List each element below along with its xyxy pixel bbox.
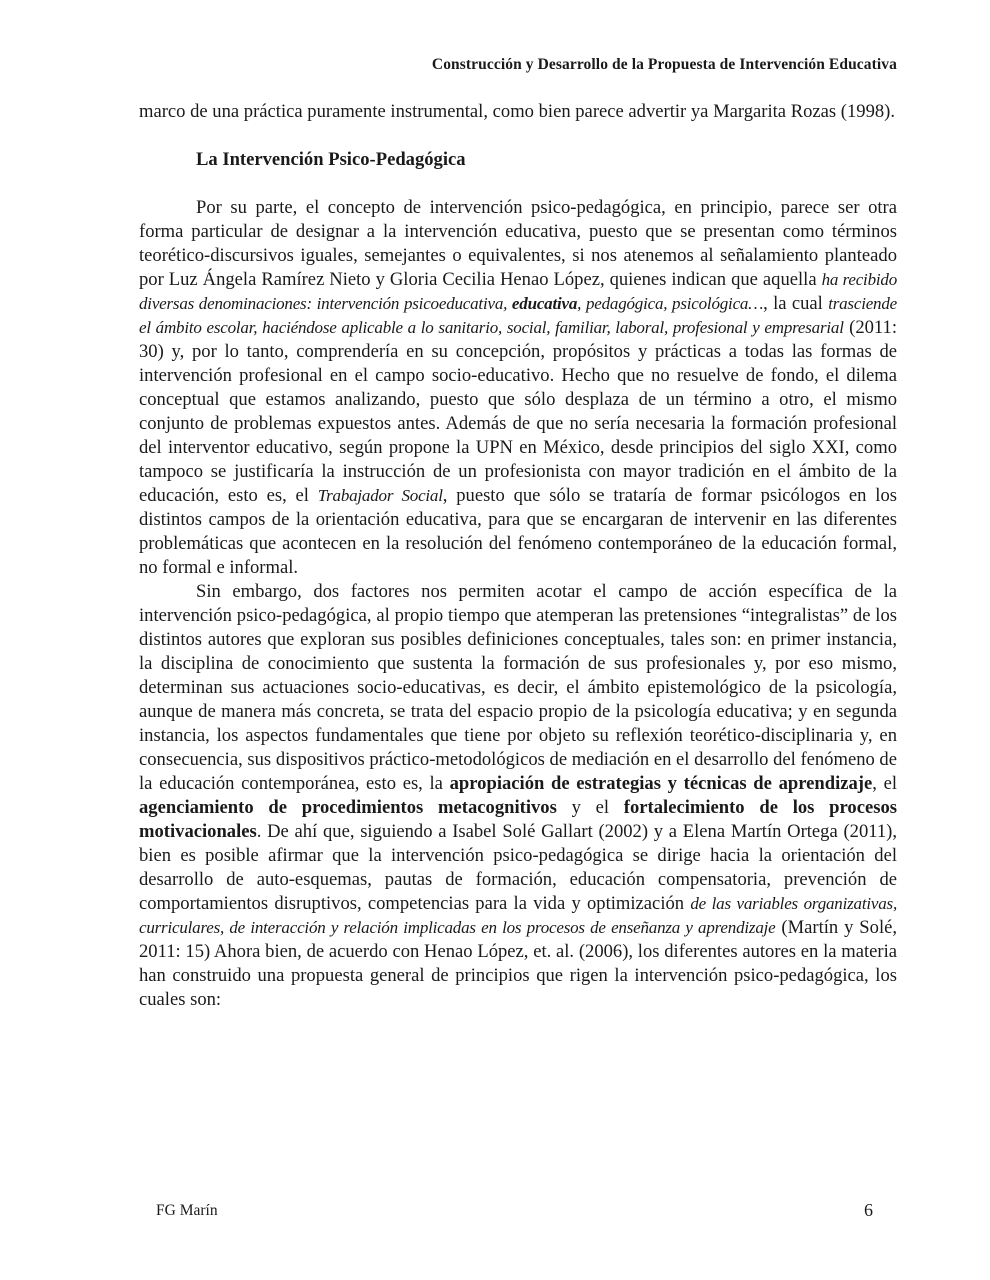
italic-term: Trabajador Social (317, 486, 443, 505)
running-header: Construcción y Desarrollo de la Propuesta de Intervención Educativa (431, 56, 897, 73)
text-run: Por su parte, el concepto de intervención psico-pedagógica, en principio, parece ser otra forma particular de designar a la intervención educativa, puesto que se presentan como términos teorético-discursivos iguales, semejantes o equivalentes, si nos atenemos al señalamiento planteado por Luz Ángela Ramírez Nieto y Gloria Cecilia Henao López, quienes indican que aquella (139, 197, 897, 290)
italic-quote: trasciende el ámbito escolar, haciéndose aplicable a lo sanitario, social, familiar, laboral, profesional y empresarial (139, 294, 898, 337)
bold-term: fortalecimiento de los procesos motivacionales (139, 797, 897, 842)
italic-quote: , pedagógica, psicológica… (577, 294, 764, 313)
italic-quote: de las variables organizativas, curriculares, de interacción y relación implicadas en los procesos de enseñanza y aprendizaje (139, 894, 897, 937)
section-heading: La Intervención Psico-Pedagógica (196, 149, 466, 170)
footer-author: FG Marín (156, 1202, 218, 1219)
paragraph-continuation: marco de una práctica puramente instrumental, como bien parece advertir ya Margarita Rozas (1998). (139, 101, 895, 122)
text-run: (2011: 30) y, por lo tanto, comprendería en su concepción, propósitos y prácticas a todas las formas de intervención profesional en el campo socio-educativo. Hecho que no resuelve de fondo, el dilema conceptual que estamos analizando, puesto que sólo desplaza de un término a otro, el mismo conjunto de problemas expuestos antes. Además de que no sería necesaria la formación profesional del interventor educativo, según propone la UPN en México, desde principios del siglo XXI, como tampoco se justificaría la instrucción de un profesionista con mayor tradición en el ámbito de la educación, esto es, el (139, 317, 897, 506)
text-run: , el (872, 773, 898, 794)
text-run: y el (556, 797, 624, 818)
page-number: 6 (864, 1200, 873, 1220)
bold-term: agenciamiento de procedimientos metacognitivos (139, 797, 557, 818)
text-run: , puesto que sólo se trataría de formar psicólogos en los distintos campos de la orientación educativa, para que se encargaran de intervenir en las diferentes problemáticas que acontecen en la resolución del fenómeno contemporáneo de la educación formal, no formal e informal. (139, 485, 897, 578)
page-body (139, 100, 897, 1012)
paragraph-2 (139, 580, 897, 1012)
text-run: . De ahí que, siguiendo a Isabel Solé Gallart (2002) y a Elena Martín Ortega (2011), bien es posible afirmar que la intervención psico-pedagógica se dirige hacia la orientación del desarrollo de auto-esquemas, pautas de formación, educación compensatoria, prevención de comportamientos disruptivos, competencias para la vida y optimización (139, 821, 897, 914)
text-run: (Martín y Solé, 2011: 15) Ahora bien, de acuerdo con Henao López, et. al. (2006), los diferentes autores en la materia han construido una propuesta general de principios que rigen la intervención psico-pedagógica, los cuales son: (139, 917, 898, 1010)
text-run: , la cual (763, 293, 829, 314)
paragraph-1 (139, 196, 897, 580)
bold-italic-term: educativa (511, 294, 578, 313)
bold-term: apropiación de estrategias y técnicas de aprendizaje (449, 773, 873, 794)
text-run: Sin embargo, dos factores nos permiten acotar el campo de acción específica de la intervención psico-pedagógica, al propio tiempo que atemperan las pretensiones “integralistas” de los distintos autores que exploran sus posibles definiciones conceptuales, tales son: en primer instancia, la disciplina de conocimiento que sustenta la formación de sus profesionales y, por eso mismo, determinan sus actuaciones socio-educativas, es decir, el ámbito epistemológico de la psicología, aunque de manera más concreta, se trata del espacio propio de la psicología educativa; y en segunda instancia, los aspectos fundamentales que tiene por objeto su reflexión teorético-disciplinaria y, en consecuencia, sus dispositivos práctico-metodológicos de mediación en el desarrollo del fenómeno de la educación contemporánea, esto es, la (139, 581, 897, 794)
italic-quote: ha recibido diversas denominaciones: intervención psicoeducativa, (139, 270, 898, 313)
